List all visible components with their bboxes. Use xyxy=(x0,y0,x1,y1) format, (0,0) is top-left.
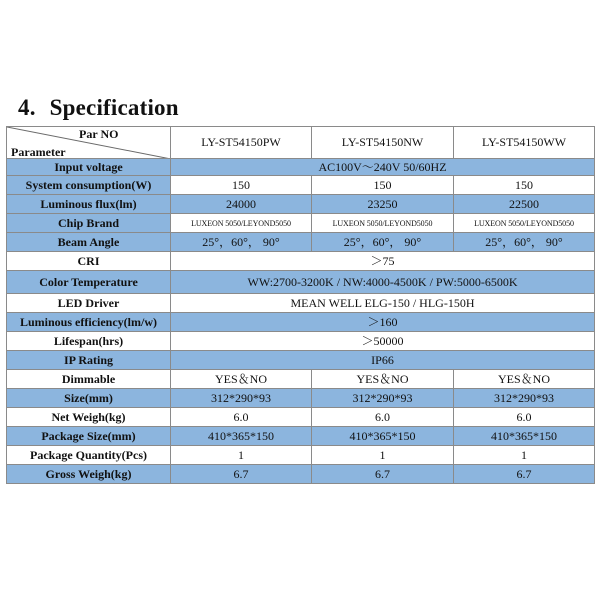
parameter-value-merged: ＞160 xyxy=(171,313,595,332)
parameter-value: 6.0 xyxy=(171,408,312,427)
parameter-value: 6.7 xyxy=(312,465,454,484)
parameter-label: Size(mm) xyxy=(7,389,171,408)
table-header-row xyxy=(7,127,595,159)
parameter-label: Gross Weigh(kg) xyxy=(7,465,171,484)
parameter-value-merged: AC100V～240V 50/60HZ xyxy=(171,159,595,176)
parameter-value: LUXEON 5050/LEYOND5050 xyxy=(171,214,312,233)
specification-table xyxy=(6,126,595,484)
header-par-no: Par NO xyxy=(79,127,119,141)
parameter-label: Beam Angle xyxy=(7,233,171,252)
model-header-nw: LY-ST54150NW xyxy=(312,127,454,159)
parameter-value: LUXEON 5050/LEYOND5050 xyxy=(312,214,454,233)
parameter-label: Input voltage xyxy=(7,159,171,176)
parameter-label: Luminous efficiency(lm/w) xyxy=(7,313,171,332)
parameter-label: Color Temperature xyxy=(7,271,171,294)
table-row xyxy=(7,465,595,484)
parameter-value-merged: MEAN WELL ELG-150 / HLG-150H xyxy=(171,294,595,313)
parameter-value: 1 xyxy=(454,446,595,465)
parameter-value: 410*365*150 xyxy=(312,427,454,446)
parameter-label: Lifespan(hrs) xyxy=(7,332,171,351)
table-row xyxy=(7,427,595,446)
parameter-value: 22500 xyxy=(454,195,595,214)
header-parameter: Parameter xyxy=(11,145,66,159)
section-number: 4. xyxy=(18,95,36,120)
parameter-value: 150 xyxy=(312,176,454,195)
model-header-pw: LY-ST54150PW xyxy=(171,127,312,159)
parameter-value: 23250 xyxy=(312,195,454,214)
section-heading xyxy=(18,95,179,121)
table-row xyxy=(7,195,595,214)
parameter-value: 1 xyxy=(171,446,312,465)
parameter-value-merged: WW:2700-3200K / NW:4000-4500K / PW:5000-6500K xyxy=(171,271,595,294)
parameter-value: 150 xyxy=(454,176,595,195)
parameter-value-merged: ＞50000 xyxy=(171,332,595,351)
parameter-value: YES＆NO xyxy=(454,370,595,389)
parameter-value: 25°，60°， 90° xyxy=(454,233,595,252)
parameter-value: 1 xyxy=(312,446,454,465)
parameter-value: 6.7 xyxy=(454,465,595,484)
parameter-value: 410*365*150 xyxy=(454,427,595,446)
parameter-value: LUXEON 5050/LEYOND5050 xyxy=(454,214,595,233)
table-row xyxy=(7,176,595,195)
section-title: Specification xyxy=(49,95,179,120)
table-row xyxy=(7,294,595,313)
parameter-value: 150 xyxy=(171,176,312,195)
parameter-value-merged: IP66 xyxy=(171,351,595,370)
parameter-value: YES＆NO xyxy=(312,370,454,389)
table-row xyxy=(7,214,595,233)
parameter-label: IP Rating xyxy=(7,351,171,370)
table-row xyxy=(7,233,595,252)
parameter-label: System consumption(W) xyxy=(7,176,171,195)
parameter-label: CRI xyxy=(7,252,171,271)
table-row xyxy=(7,159,595,176)
table-row xyxy=(7,332,595,351)
parameter-value: 6.7 xyxy=(171,465,312,484)
parameter-value: 312*290*93 xyxy=(312,389,454,408)
table-row xyxy=(7,446,595,465)
parameter-value: 6.0 xyxy=(312,408,454,427)
table-row xyxy=(7,351,595,370)
parameter-label: Dimmable xyxy=(7,370,171,389)
parameter-value: 25°，60°， 90° xyxy=(312,233,454,252)
table-row xyxy=(7,271,595,294)
parameter-label: Package Size(mm) xyxy=(7,427,171,446)
table-row xyxy=(7,389,595,408)
parameter-label: Chip Brand xyxy=(7,214,171,233)
parameter-value-merged: ＞75 xyxy=(171,252,595,271)
table-row xyxy=(7,408,595,427)
parameter-value: 312*290*93 xyxy=(454,389,595,408)
model-header-ww: LY-ST54150WW xyxy=(454,127,595,159)
parameter-value: 6.0 xyxy=(454,408,595,427)
parameter-value: 312*290*93 xyxy=(171,389,312,408)
parameter-value: 410*365*150 xyxy=(171,427,312,446)
parameter-value: YES＆NO xyxy=(171,370,312,389)
table-row xyxy=(7,313,595,332)
header-corner-cell xyxy=(7,127,171,159)
parameter-value: 25°，60°， 90° xyxy=(171,233,312,252)
parameter-label: Net Weigh(kg) xyxy=(7,408,171,427)
table-row xyxy=(7,370,595,389)
parameter-label: Package Quantity(Pcs) xyxy=(7,446,171,465)
table-row xyxy=(7,252,595,271)
parameter-label: Luminous flux(lm) xyxy=(7,195,171,214)
parameter-label: LED Driver xyxy=(7,294,171,313)
parameter-value: 24000 xyxy=(171,195,312,214)
